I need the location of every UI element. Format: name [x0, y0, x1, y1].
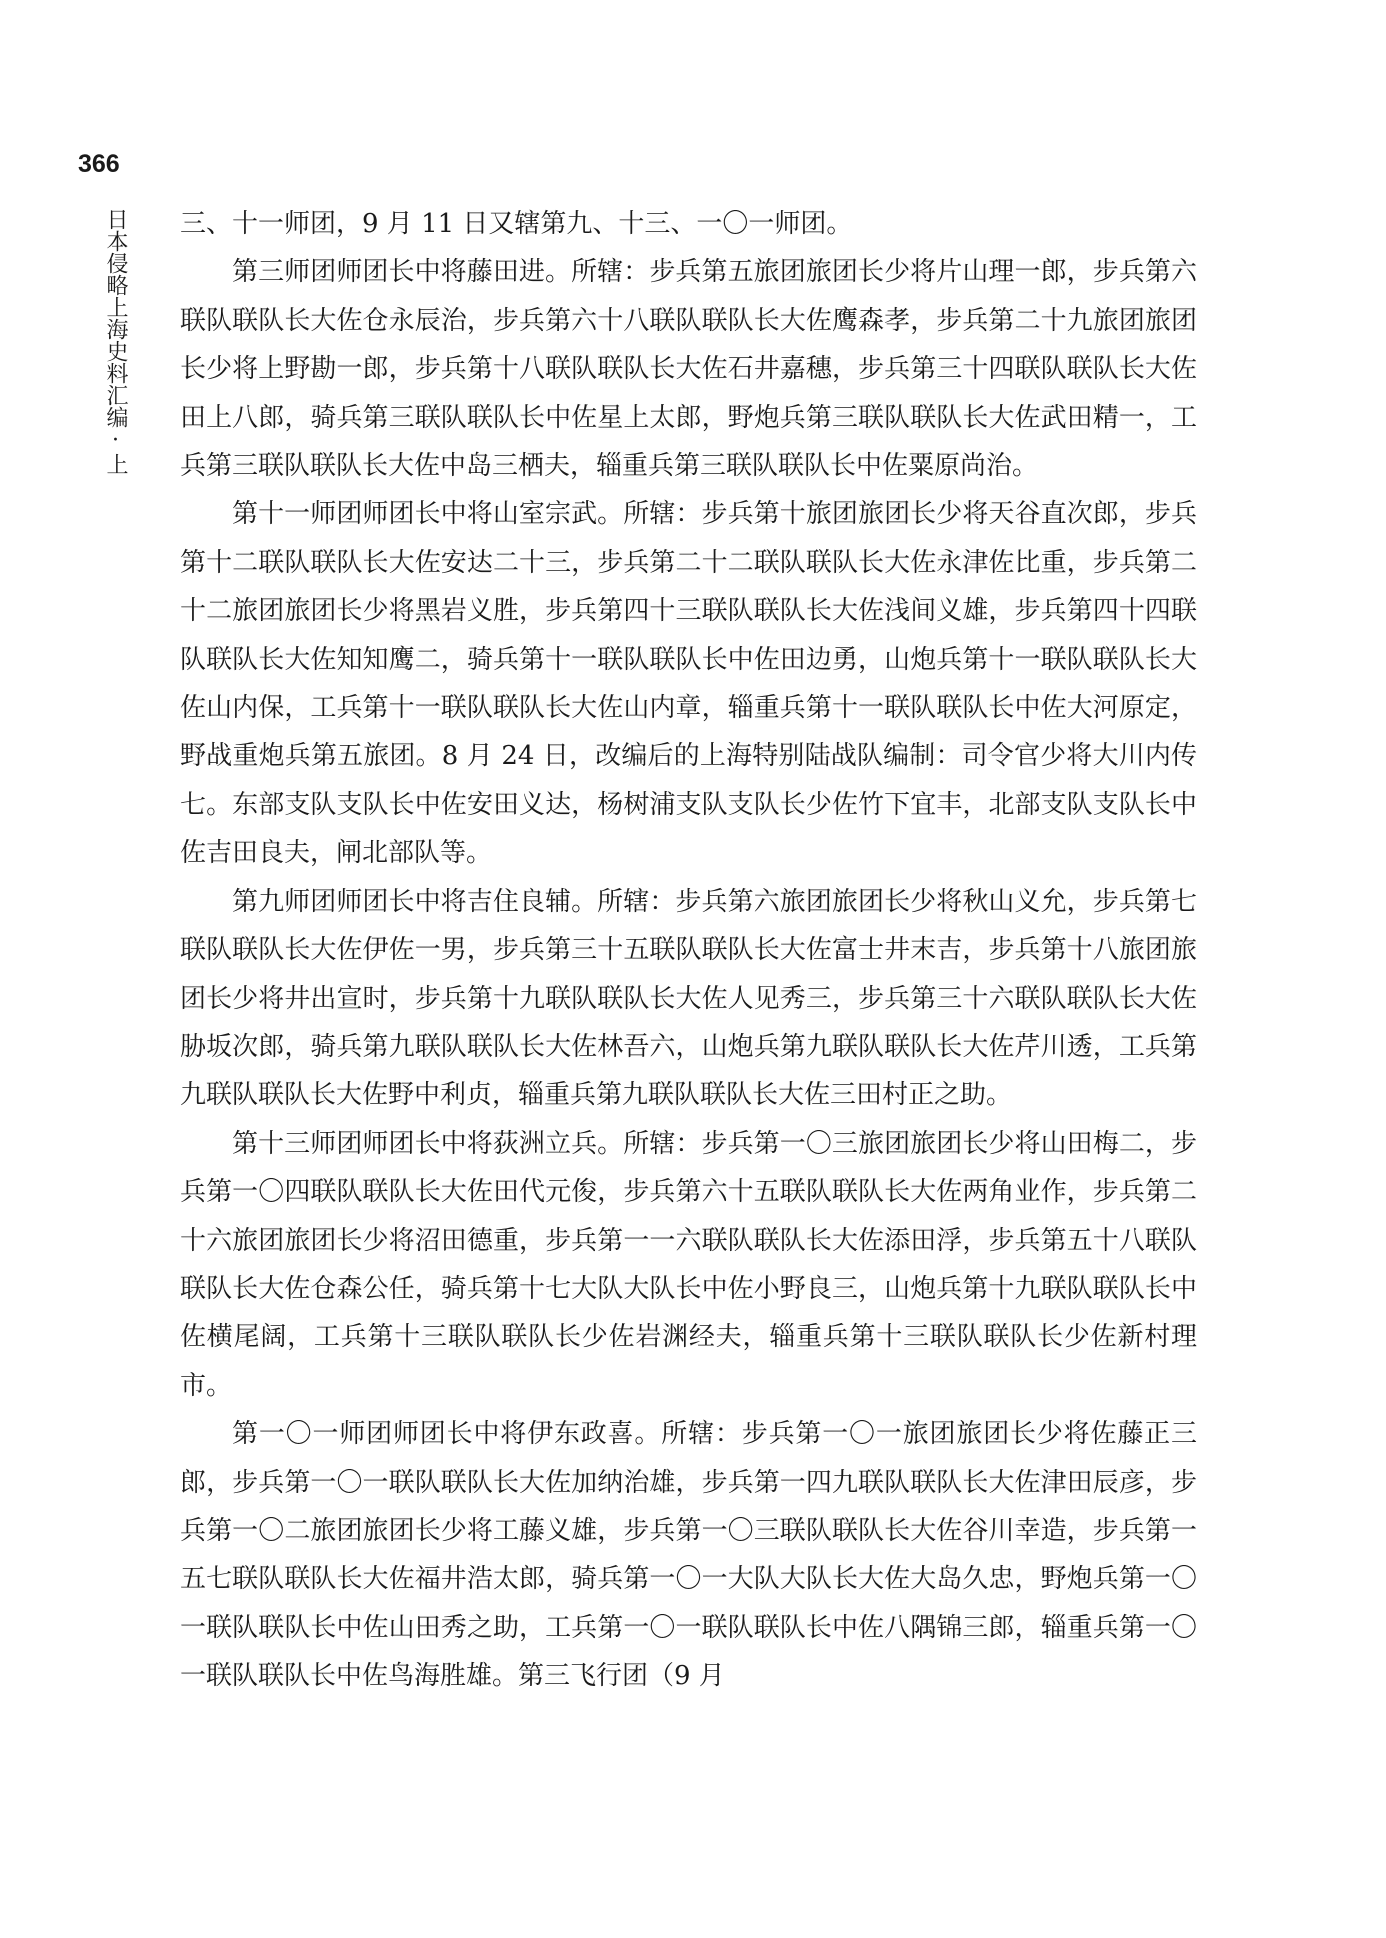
paragraph-13th-division: 第十三师团师团长中将荻洲立兵。所辖：步兵第一〇三旅团旅团长少将山田梅二，步兵第一〇四联队联队长大佐田代元俊，步兵第六十五联队联队长大佐两角业作，步兵第二十六旅团旅团长少将沼田德重，步兵第一一六联队联队长大佐添田浮，步兵第五十八联队联队长大佐仓森公任，骑兵第十七大队大队长中佐小野良三，山炮兵第十九联队联队长中佐横尾阔，工兵第十三联队联队长少佐岩渊经夫，辎重兵第十三联队联队长少佐新村理市。: [180, 1128, 1197, 1401]
paragraph-9th-division: 第九师团师团长中将吉住良辅。所辖：步兵第六旅团旅团长少将秋山义允，步兵第七联队联队长大佐伊佐一男，步兵第三十五联队联队长大佐富士井末吉，步兵第十八旅团旅团长少将井出宣时，步兵第十九联队联队长大佐人见秀三，步兵第三十六联队联队长大佐胁坂次郎，骑兵第九联队联队长大佐林吾六，山炮兵第九联队联队长大佐芹川透，工兵第九联队联队长大佐野中利贞，辎重兵第九联队联队长大佐三田村正之助。: [180, 886, 1197, 1111]
paragraph-101st-division: 第一〇一师团师团长中将伊东政喜。所辖：步兵第一〇一旅团旅团长少将佐藤正三郎，步兵第一〇一联队联队长大佐加纳治雄，步兵第一四九联队联队长大佐津田辰彦，步兵第一〇二旅团旅团长少将工藤义雄，步兵第一〇三联队联队长大佐谷川幸造，步兵第一五七联队联队长大佐福井浩太郎，骑兵第一〇一大队大队长大佐大岛久忠，野炮兵第一〇一联队联队长中佐山田秀之助，工兵第一〇一联队联队长中佐八隅锦三郎，辎重兵第一〇一联队联队长中佐鸟海胜雄。第三飞行团（9 月: [180, 1419, 1197, 1692]
paragraph-continuation: 三、十一师团，9 月 11 日又辖第九、十三、一〇一师团。: [180, 209, 853, 239]
page-number: 366: [78, 150, 120, 178]
body-text: [180, 200, 1197, 1701]
paragraph-11th-division: 第十一师团师团长中将山室宗武。所辖：步兵第十旅团旅团长少将天谷直次郎，步兵第十二联队联队长大佐安达二十三，步兵第二十二联队联队长大佐永津佐比重，步兵第二十二旅团旅团长少将黑岩义胜，步兵第四十三联队联队长大佐浅间义雄，步兵第四十四联队联队长大佐知知鹰二，骑兵第十一联队联队长中佐田边勇，山炮兵第十一联队联队长大佐山内保，工兵第十一联队联队长大佐山内章，辎重兵第十一联队联队长中佐大河原定，野战重炮兵第五旅团。8 月 24 日，改编后的上海特别陆战队编制：司令官少将大川内传七。东部支队支队长中佐安田义达，杨树浦支队支队长少佐竹下宜丰，北部支队支队长中佐吉田良夫，闸北部队等。: [180, 499, 1197, 869]
book-title-vertical: 日本侵略上海史料汇编·上: [103, 208, 128, 475]
paragraph-3rd-division: 第三师团师团长中将藤田进。所辖：步兵第五旅团旅团长少将片山理一郎，步兵第六联队联队长大佐仓永辰治，步兵第六十八联队联队长大佐鹰森孝，步兵第二十九旅团旅团长少将上野勘一郎，步兵第十八联队联队长大佐石井嘉穗，步兵第三十四联队联队长大佐田上八郎，骑兵第三联队联队长中佐星上太郎，野炮兵第三联队联队长大佐武田精一，工兵第三联队联队长大佐中岛三栖夫，辎重兵第三联队联队长中佐粟原尚治。: [180, 257, 1197, 482]
